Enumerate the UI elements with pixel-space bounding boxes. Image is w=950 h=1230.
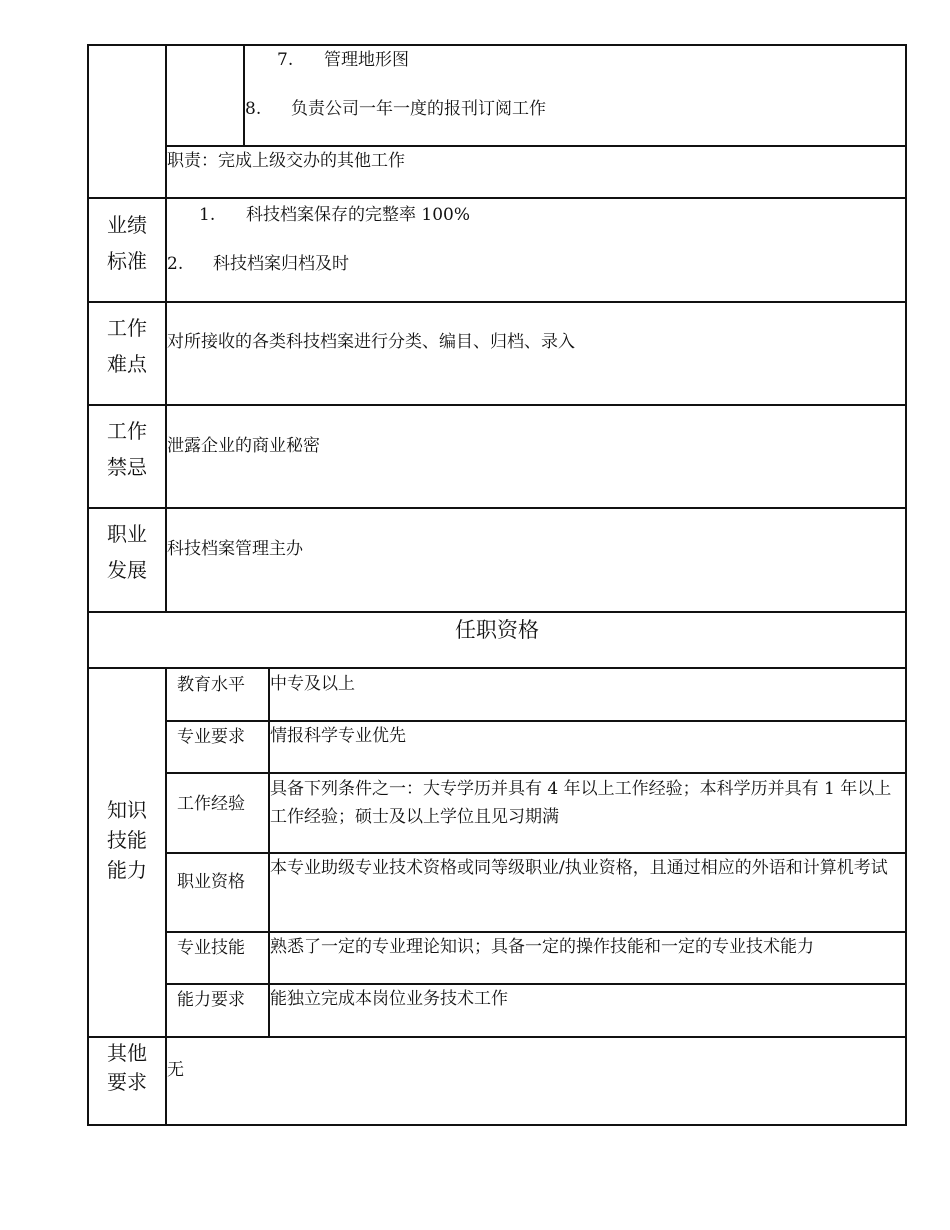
duty-item-7-text: 管理地形图 [324, 50, 409, 70]
duty-item-8-number: 8. [245, 99, 262, 119]
qualification-row-value: 具备下列条件之一：大专学历并具有 4 年以上工作经验；本科学历并具有 1 年以上工作经验；硕士及以上学位且见习期满 [270, 779, 892, 827]
row-divider [87, 667, 907, 669]
qualification-row-value: 能独立完成本岗位业务技术工作 [270, 989, 508, 1009]
difficulty-content: 对所接收的各类科技档案进行分类、编目、归档、录入 [167, 332, 575, 352]
row-divider [87, 611, 907, 613]
other-requirements-content: 无 [167, 1060, 184, 1080]
qualification-row-label: 能力要求 [177, 990, 245, 1010]
qualification-row-label: 专业要求 [177, 727, 245, 747]
row-divider [87, 507, 907, 509]
duty-other: 职责：完成上级交办的其他工作 [167, 151, 405, 171]
qualification-row-label: 教育水平 [177, 675, 245, 695]
taboo-label: 工作禁忌 [107, 419, 147, 479]
difficulty-label: 工作难点 [107, 316, 147, 376]
qualification-row-label: 职业资格 [177, 872, 245, 892]
qualification-row-value: 本专业助级专业技术资格或同等级职业/执业资格，且通过相应的外语和计算机考试 [270, 858, 888, 878]
taboo-content: 泄露企业的商业秘密 [167, 436, 320, 456]
qualification-row-label: 专业技能 [177, 938, 245, 958]
career-label: 职业发展 [107, 522, 147, 582]
qualification-row-divider [165, 772, 907, 774]
qualification-row-label: 工作经验 [177, 794, 245, 814]
table-right-border [905, 44, 907, 1126]
duty-item-7-number: 7. [277, 50, 294, 70]
performance-item-2-number: 2. [167, 254, 184, 274]
row-divider [87, 404, 907, 406]
duty-item-8-text: 负责公司一年一度的报刊订阅工作 [291, 99, 546, 119]
performance-item-2-text: 科技档案归档及时 [213, 254, 349, 274]
performance-label: 业绩标准 [107, 213, 147, 273]
table-bottom-border [87, 1124, 907, 1126]
row-divider [87, 1036, 907, 1038]
career-content: 科技档案管理主办 [167, 539, 303, 559]
other-requirements-label: 其他要求 [107, 1041, 147, 1094]
performance-item-1-text: 科技档案保存的完整率 100% [246, 205, 471, 225]
qualification-row-value: 情报科学专业优先 [270, 726, 406, 746]
qualifications-title: 任职资格 [455, 618, 539, 642]
performance-item-1-number: 1. [199, 205, 216, 225]
row-divider [87, 197, 907, 199]
qualification-row-value: 熟悉了一定的专业理论知识；具备一定的操作技能和一定的专业技术能力 [270, 937, 814, 957]
table-top-border [87, 44, 907, 46]
row-divider [87, 301, 907, 303]
qualification-group-label: 知识技能能力 [107, 798, 147, 882]
qualification-row-value: 中专及以上 [270, 674, 355, 694]
